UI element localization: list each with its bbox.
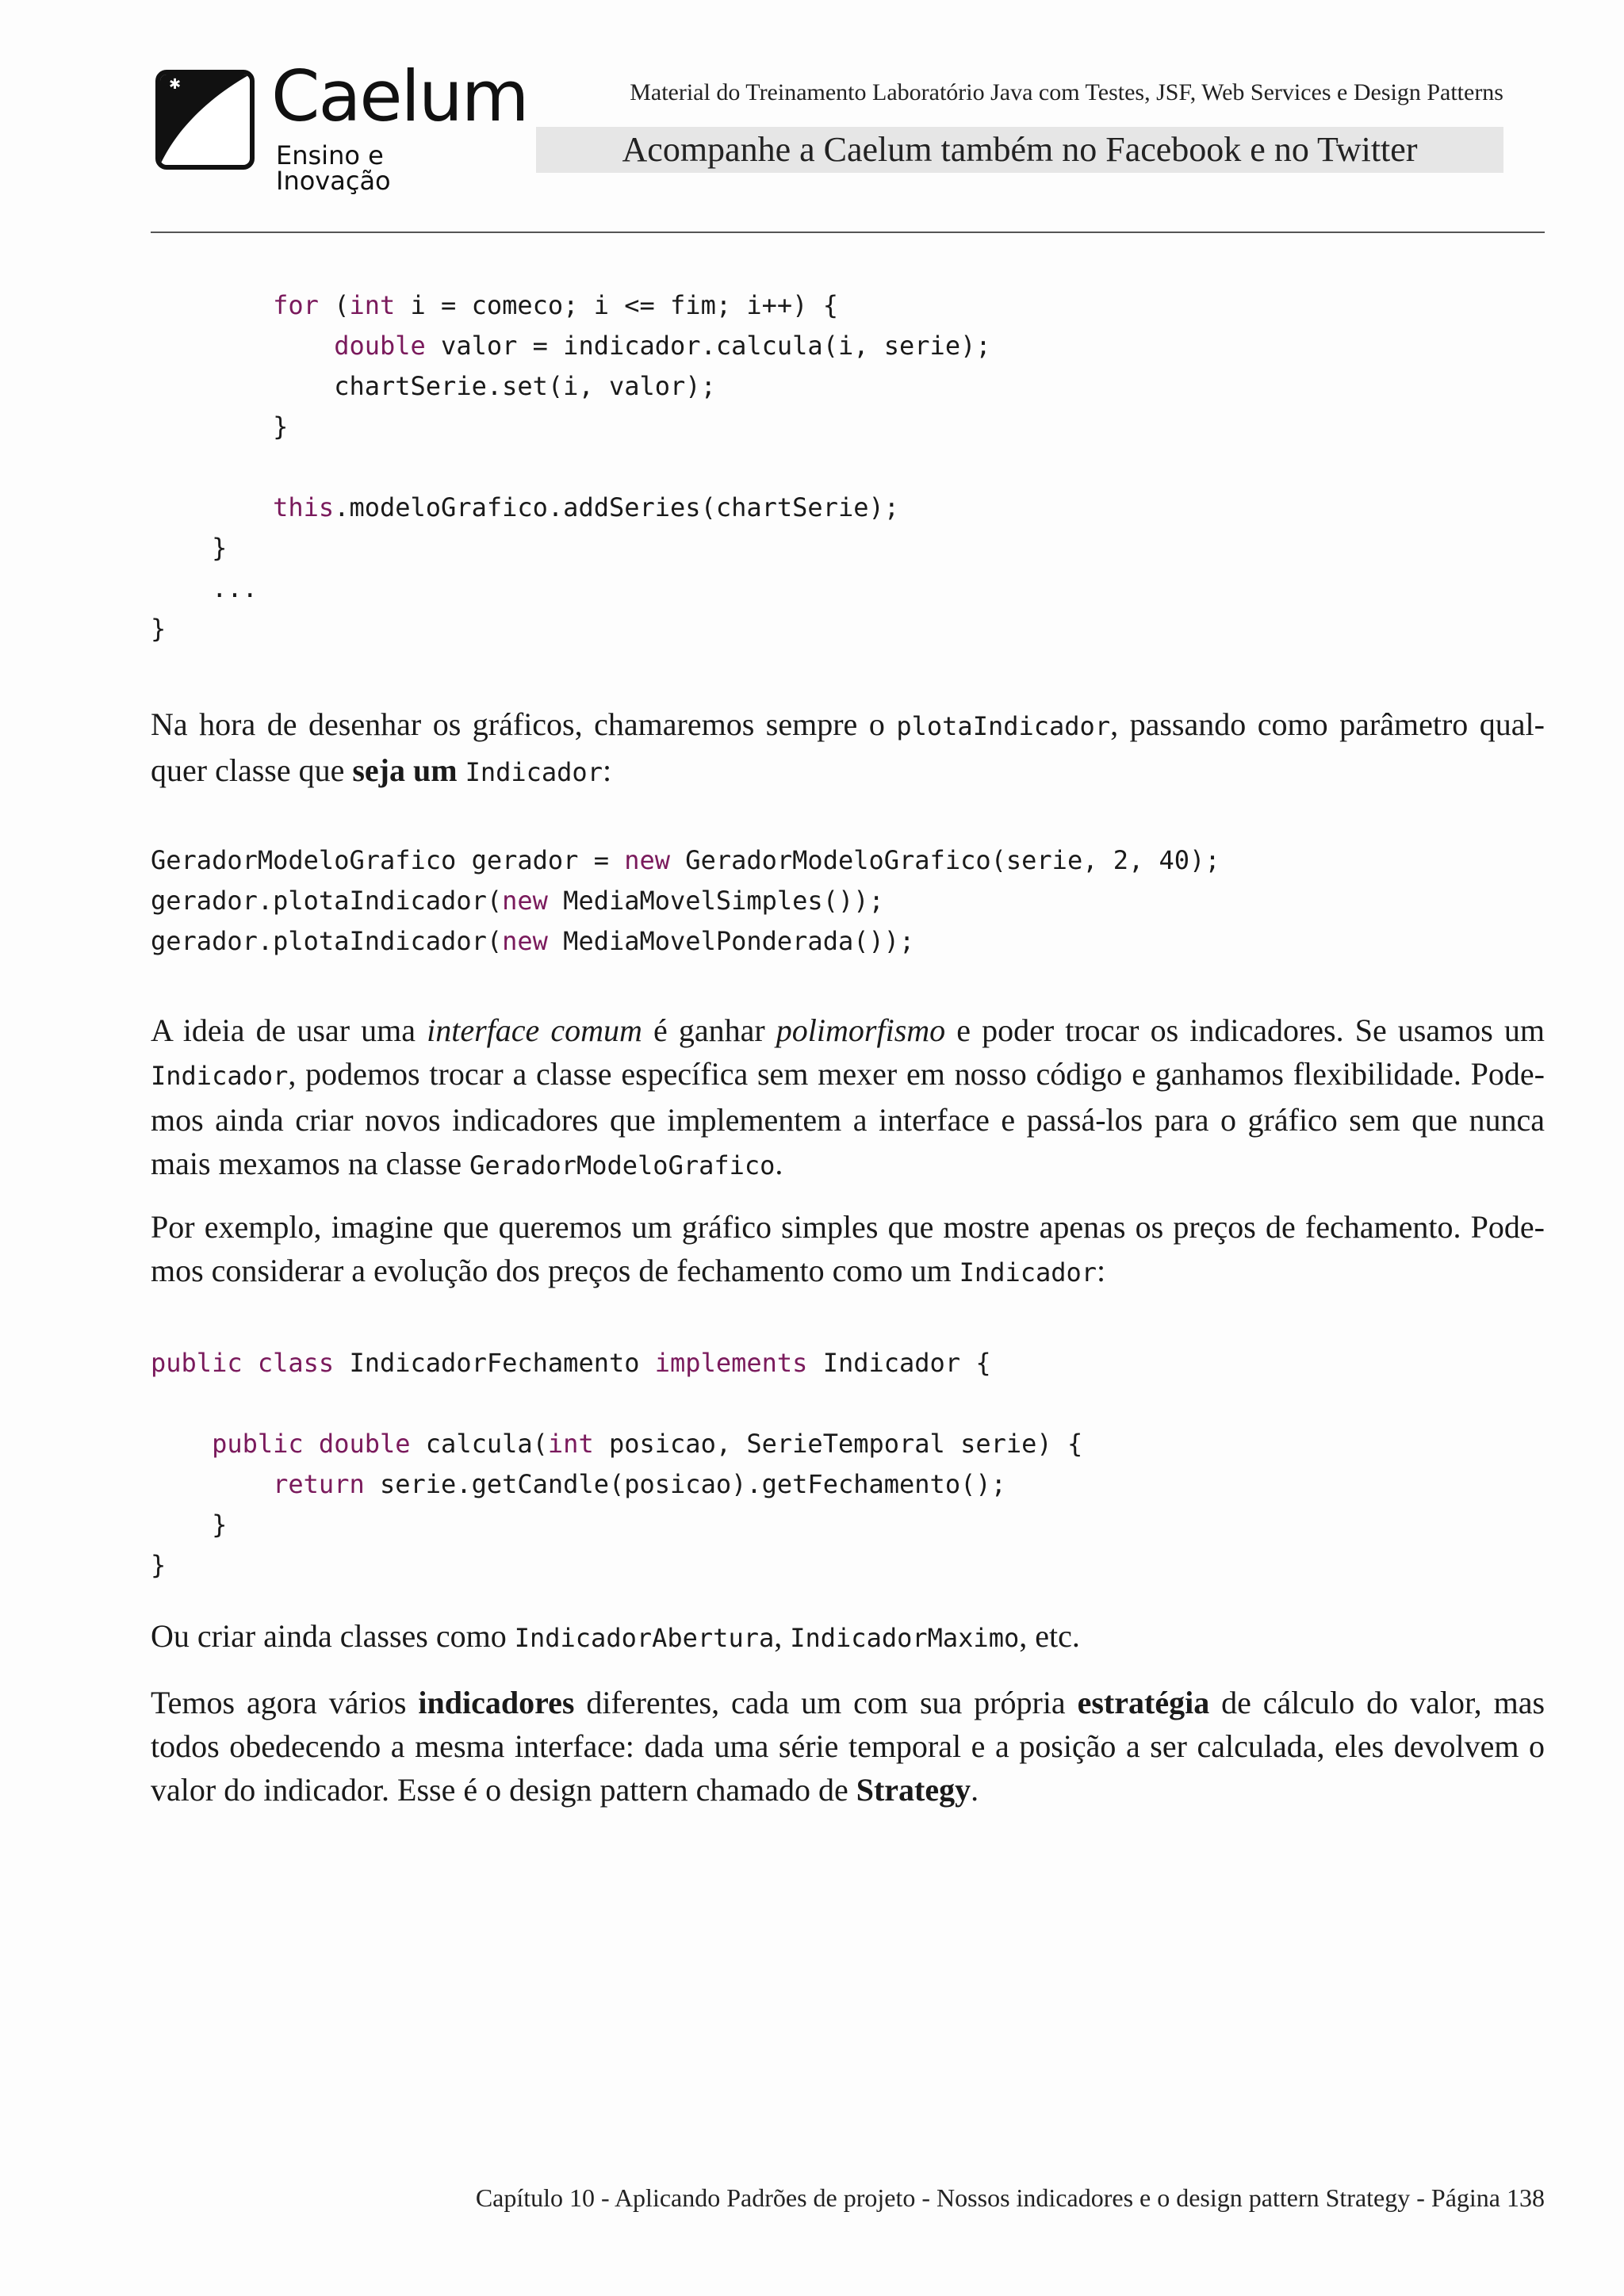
- code-keyword: return: [273, 1469, 365, 1499]
- code-text: gerador.plotaIndicador(: [151, 886, 503, 916]
- text-run: , etc.: [1019, 1618, 1080, 1654]
- code-keyword: new: [502, 886, 548, 916]
- code-line: [151, 1348, 991, 1378]
- inline-code: Indicador: [151, 1061, 289, 1091]
- code-keyword: public: [212, 1429, 304, 1459]
- code-text: valor = indicador.calcula(i, serie);: [425, 331, 991, 361]
- page-header: [0, 0, 1624, 238]
- code-text: ...: [212, 573, 258, 603]
- text-run: .: [971, 1772, 979, 1808]
- code-keyword: new: [624, 845, 671, 875]
- text-run: Por exemplo, imagine que queremos um gráfico simples que mostre apenas os preços de fechamento. Pode-mos considerar a evolução dos preços de fechamento como um: [151, 1209, 1545, 1288]
- text-run: .: [775, 1146, 783, 1181]
- text-run: :: [602, 752, 612, 788]
- bold-text: indicadores: [418, 1685, 575, 1720]
- text-run: é ganhar: [642, 1012, 776, 1048]
- code-text: chartSerie.set(i, valor);: [334, 371, 716, 401]
- text-run: A ideia de usar uma: [151, 1012, 427, 1048]
- paragraph-outras-classes: [151, 1614, 1545, 1660]
- code-text: }: [212, 1510, 228, 1540]
- code-line: [151, 1469, 1006, 1499]
- code-line: [151, 845, 1220, 875]
- header-banner: Acompanhe a Caelum também no Facebook e no Twitter: [536, 127, 1503, 173]
- code-line: [151, 573, 258, 603]
- text-run: e poder trocar os indicadores. Se usamos um: [945, 1012, 1545, 1048]
- header-divider: [151, 232, 1545, 233]
- code-text: (: [318, 290, 350, 320]
- code-text: }: [151, 1550, 167, 1580]
- code-text: posicao, SerieTemporal serie) {: [593, 1429, 1083, 1459]
- code-keyword: int: [547, 1429, 594, 1459]
- text-run: Ou criar ainda classes como: [151, 1618, 515, 1654]
- code-line: [151, 886, 884, 916]
- logo-name: Caelum: [271, 55, 528, 137]
- code-text: MediaMovelPonderada());: [547, 926, 915, 956]
- code-text: calcula(: [410, 1429, 548, 1459]
- text-run: Temos agora vários: [151, 1685, 419, 1720]
- paragraph-exemplo: [151, 1205, 1545, 1295]
- logo-tagline: Ensino e Inovação: [276, 140, 391, 196]
- code-line: [151, 614, 166, 644]
- code-text: GeradorModeloGrafico gerador =: [151, 845, 625, 875]
- italic-text: interface comum: [427, 1012, 642, 1048]
- code-text: gerador.plotaIndicador(: [151, 926, 503, 956]
- code-text: }: [151, 614, 167, 644]
- logo-mark-icon: [155, 70, 255, 170]
- inline-code: plotaIndicador: [896, 711, 1111, 741]
- italic-text: polimorfismo: [776, 1012, 946, 1048]
- code-line: [151, 492, 899, 522]
- code-line: [151, 1550, 166, 1580]
- code-keyword: new: [502, 926, 548, 956]
- code-text: .modeloGrafico.addSeries(chartSerie);: [334, 492, 900, 522]
- text-run: , passando como parâmetro qual-quer classe que: [151, 706, 1545, 788]
- code-line: [151, 290, 838, 320]
- code-line: [151, 533, 227, 563]
- code-block-loop: [151, 285, 991, 649]
- caelum-logo: [155, 55, 528, 196]
- code-keyword: for: [273, 290, 319, 320]
- code-line: [151, 371, 716, 401]
- bold-text: estratégia: [1077, 1685, 1210, 1720]
- paragraph-polimorfismo: [151, 1008, 1545, 1188]
- code-line: [151, 331, 991, 361]
- paragraph-plota-indicador: [151, 702, 1545, 794]
- code-text: MediaMovelSimples());: [547, 886, 884, 916]
- code-block-indicador-fechamento: [151, 1343, 1082, 1586]
- code-keyword: double: [334, 331, 426, 361]
- inline-code: GeradorModeloGrafico: [469, 1150, 776, 1181]
- text-run: diferentes, cada um com sua própria: [574, 1685, 1078, 1720]
- inline-code: IndicadorMaximo: [790, 1623, 1020, 1653]
- text-run: :: [1097, 1253, 1106, 1288]
- code-keyword: this: [273, 492, 335, 522]
- text-run: , podemos trocar a classe específica sem mexer em nosso código e ganhamos flexibilidade. Pode-mos ainda criar novos indicadores que implementem a interface e passá-los para o gráfico sem que nunca mais mexamos na classe: [151, 1056, 1545, 1181]
- paragraph-strategy: [151, 1681, 1545, 1812]
- code-line: [151, 1429, 1082, 1459]
- bold-text: seja um: [352, 752, 458, 788]
- code-text: i = comeco; i <= fim; i++) {: [395, 290, 838, 320]
- code-text: }: [212, 533, 228, 563]
- inline-code: Indicador: [959, 1257, 1097, 1288]
- code-text: serie.getCandle(posicao).getFechamento();: [364, 1469, 1006, 1499]
- code-block-gerador: [151, 840, 1220, 962]
- code-keyword: public: [151, 1348, 243, 1378]
- text-run: Na hora de desenhar os gráficos, chamaremos sempre o: [151, 706, 897, 742]
- code-text: [304, 1429, 319, 1459]
- text-run: ,: [774, 1618, 791, 1654]
- code-keyword: implements: [654, 1348, 808, 1378]
- bold-text: Strategy: [856, 1772, 971, 1808]
- header-title: Material do Treinamento Laboratório Java com Testes, JSF, Web Services e Design Patterns: [630, 79, 1503, 105]
- code-text: }: [273, 411, 289, 442]
- code-line: [151, 926, 914, 956]
- code-keyword: class: [257, 1348, 335, 1378]
- code-text: IndicadorFechamento: [334, 1348, 655, 1378]
- code-keyword: int: [349, 290, 396, 320]
- code-text: [243, 1348, 258, 1378]
- code-line: [151, 1510, 227, 1540]
- text-run: [458, 752, 465, 788]
- star-icon: ✱: [169, 76, 182, 93]
- code-line: [151, 411, 288, 442]
- inline-code: Indicador: [465, 757, 603, 787]
- code-text: GeradorModeloGrafico(serie, 2, 40);: [670, 845, 1220, 875]
- page-footer: Capítulo 10 - Aplicando Padrões de projeto - Nossos indicadores e o design pattern Strategy - Página 138: [475, 2183, 1545, 2212]
- inline-code: IndicadorAbertura: [514, 1623, 775, 1653]
- code-keyword: double: [318, 1429, 411, 1459]
- code-text: Indicador {: [807, 1348, 991, 1378]
- text-run: de cálculo do valor, mas todos obedecendo a mesma interface: dada uma série temporal e a posição a ser calculada, eles devolvem o valor do indicador. Esse é o design pattern chamado de: [151, 1685, 1545, 1808]
